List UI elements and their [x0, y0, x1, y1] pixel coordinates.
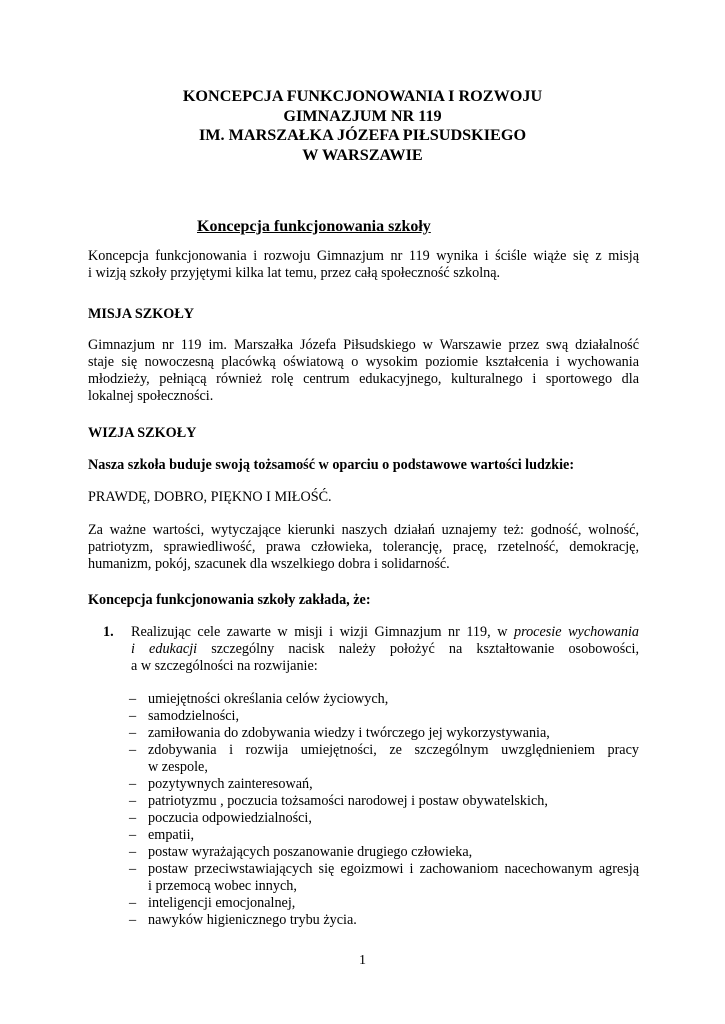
dash-bullet: – [129, 895, 137, 911]
paragraph-line: Gimnazjum nr 119 im. Marszałka Józefa Piłsudskiego w Warszawie przez swą działalność [88, 337, 639, 353]
paragraph-line: Koncepcja funkcjonowania i rozwoju Gimnazjum nr 119 wynika i ściśle wiąże się z misją [88, 248, 639, 264]
title-line: KONCEPCJA FUNKCJONOWANIA I ROZWOJU [182, 87, 543, 105]
dash-bullet: – [129, 912, 137, 928]
list-item: – postaw przeciwstawiających się egoizmowi i zachowaniom nacechowanym agresją i przemocą wobec innych, [129, 861, 639, 894]
vision-subheading: Nasza szkoła buduje swoją tożsamość w oparciu o podstawowe wartości ludzkie: [88, 457, 575, 473]
page-number: 1 [359, 953, 366, 968]
dash-bullet: – [129, 810, 137, 826]
dash-bullet: – [129, 861, 137, 877]
skills-list [129, 691, 639, 929]
dash-bullet: – [129, 725, 137, 741]
section-heading: Koncepcja funkcjonowania szkoły [197, 218, 431, 235]
assumptions-heading: Koncepcja funkcjonowania szkoły zakłada, że: [88, 592, 371, 608]
paragraph-line: i edukacji szczególny nacisk należy położyć na kształtowanie osobowości, [131, 641, 640, 657]
list-item: – pozytywnych zainteresowań, [129, 776, 313, 792]
title-line: GIMNAZJUM NR 119 [283, 106, 442, 125]
dash-bullet: – [129, 691, 137, 707]
paragraph-line: humanizm, pokój, szacunek dla wszelkiego dobra i solidarność. [88, 556, 450, 572]
core-values: PRAWDĘ, DOBRO, PIĘKNO I MIŁOŚĆ. [88, 489, 332, 505]
title-line: IM. MARSZAŁKA JÓZEFA PIŁSUDSKIEGO [198, 126, 527, 144]
paragraph-line: staje się nowoczesną placówką oświatową o wysokim poziomie kształcenia i wychowania [88, 354, 639, 370]
dash-bullet: – [129, 844, 137, 860]
list-item: – patriotyzmu , poczucia tożsamości narodowej i postaw obywatelskich, [129, 793, 548, 809]
mission-paragraph [88, 337, 639, 405]
dash-bullet: – [129, 793, 137, 809]
mission-heading: MISJA SZKOŁY [88, 306, 195, 322]
list-item: – poczucia odpowiedzialności, [129, 810, 312, 826]
paragraph-line: i wizją szkoły przyjętymi kilka lat temu, przez całą społeczność szkolną. [88, 265, 501, 281]
list-item: – zdobywania i rozwija umiejętności, ze szczególnym uwzględnieniem pracy w zespole, [129, 742, 639, 775]
list-item: – inteligencji emocjonalnej, [129, 895, 296, 911]
paragraph-line: lokalnej społeczności. [88, 388, 214, 404]
dash-bullet: – [129, 708, 137, 724]
paragraph-line: a w szczególności na rozwijanie: [131, 658, 318, 674]
list-item: – empatii, [129, 827, 195, 843]
vision-heading: WIZJA SZKOŁY [88, 425, 197, 441]
item-body [131, 624, 639, 675]
dash-bullet: – [129, 827, 137, 843]
list-item: – umiejętności określania celów życiowych, [129, 691, 389, 707]
paragraph-line: Za ważne wartości, wytyczające kierunki naszych działań uznajemy też: godność, wolność, [88, 522, 639, 538]
list-item: – postaw wyrażających poszanowanie drugiego człowieka, [129, 844, 473, 860]
paragraph-line: młodzieży, pełniącą również rolę centrum edukacyjnego, kulturalnego i sportowego dla [88, 371, 639, 387]
important-values-paragraph [88, 522, 639, 573]
intro-paragraph [88, 248, 639, 282]
document-title [0, 87, 725, 165]
paragraph-line: Realizując cele zawarte w misji i wizji Gimnazjum nr 119, w procesie wychowania [131, 624, 640, 640]
dash-bullet: – [129, 776, 137, 792]
item-number: 1. [103, 624, 114, 640]
list-item: – nawyków higienicznego trybu życia. [129, 912, 357, 928]
title-line: W WARSZAWIE [302, 145, 423, 164]
dash-bullet: – [129, 742, 137, 758]
list-item: – zamiłowania do zdobywania wiedzy i twórczego jej wykorzystywania, [129, 725, 550, 741]
paragraph-line: patriotyzm, sprawiedliwość, prawa człowieka, tolerancję, pracę, rzetelność, demokrację, [88, 539, 639, 555]
list-item: – samodzielności, [129, 708, 240, 724]
